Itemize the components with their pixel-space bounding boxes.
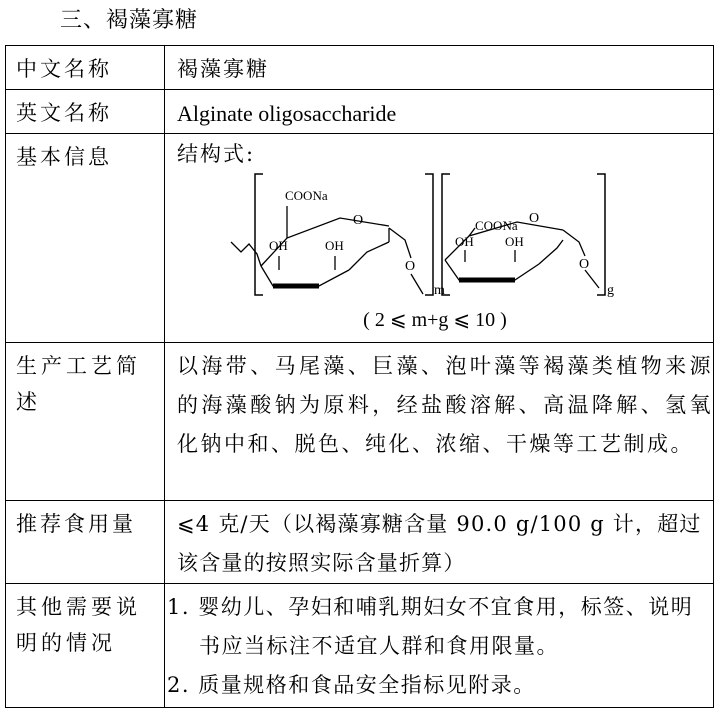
oh-label-4: OH	[505, 234, 524, 249]
subscript-g: g	[607, 283, 614, 298]
value-basic-info	[165, 134, 714, 343]
ring-oxygen-1: O	[353, 213, 364, 228]
oh-label-3: OH	[455, 234, 474, 249]
value-dosage: ⩽4 克/天（以褐藻寡糖含量 90.0 g/100 g 计，超过该含量的按照实际含量折算）	[165, 501, 714, 584]
polymer-range: ( 2 ⩽ m+g ⩽ 10 )	[363, 309, 507, 331]
table-row-other	[6, 584, 714, 708]
label-chinese-name: 中文名称	[6, 46, 165, 90]
link-oxygen-2: O	[579, 257, 590, 272]
list-item: 2. 质量规格和食品安全指标见附录。	[167, 673, 536, 697]
value-chinese-name: 褐藻寡糖	[165, 46, 714, 90]
label-basic-info: 基本信息	[6, 134, 165, 343]
oh-label-2: OH	[325, 238, 344, 253]
label-process: 生产工艺简述	[6, 343, 165, 501]
oh-label-1: OH	[269, 238, 288, 253]
group-coona-2: COONa	[475, 218, 518, 233]
info-table	[5, 45, 714, 708]
link-oxygen-1: O	[405, 259, 416, 274]
label-dosage: 推荐食用量	[6, 501, 165, 584]
list-item: 1. 婴幼儿、孕妇和哺乳期妇女不宜食用，标签、说明书应当标注不适宜人群和食用限量。	[167, 595, 694, 658]
structural-formula	[165, 170, 705, 338]
subscript-m: m	[434, 283, 445, 298]
label-other: 其他需要说明的情况	[6, 584, 165, 708]
table-row-dosage	[6, 501, 714, 584]
table-row-chinese-name	[6, 46, 714, 90]
table-row-english-name	[6, 90, 714, 134]
value-process: 以海带、马尾藻、巨藻、泡叶藻等褐藻类植物来源的海藻酸钠为原料，经盐酸溶解、高温降解、氢氧化钠中和、脱色、纯化、浓缩、干燥等工艺制成。	[165, 343, 714, 501]
table-row-basic-info	[6, 134, 714, 343]
table-row-process	[6, 343, 714, 501]
ring-oxygen-2: O	[529, 211, 540, 226]
value-english-name: Alginate oligosaccharide	[165, 90, 714, 134]
structure-label: 结构式:	[177, 142, 256, 166]
label-english-name: 英文名称	[6, 90, 165, 134]
group-coona-1: COONa	[285, 188, 328, 203]
section-heading: 三、褐藻寡糖	[60, 8, 199, 33]
value-other	[165, 584, 714, 708]
